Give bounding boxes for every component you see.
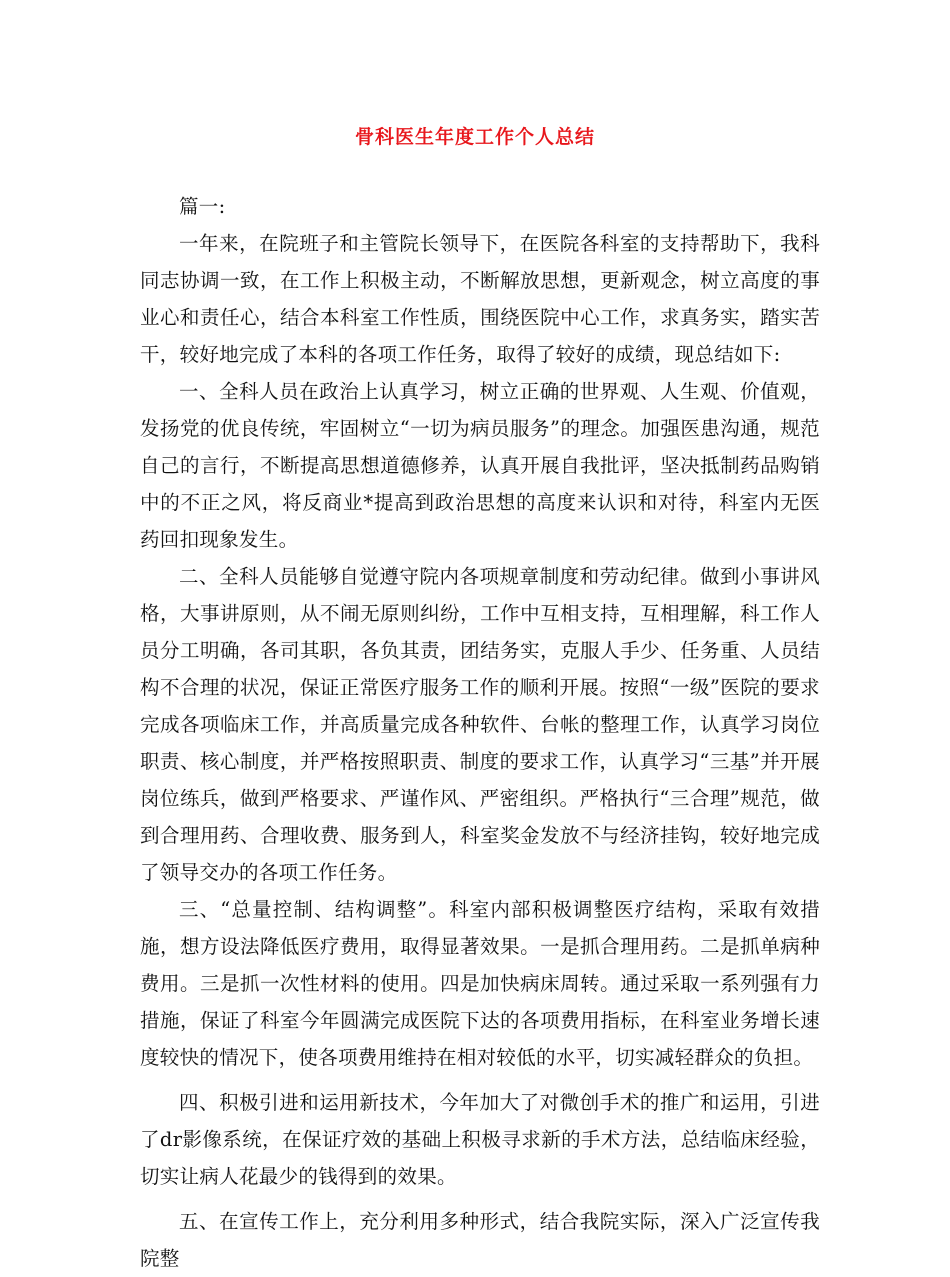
paragraph-1: 一、全科人员在政治上认真学习，树立正确的世界观、人生观、价值观，发扬党的优良传统，牢固树立“一切为病员服务”的理念。加强医患沟通，规范自己的言行，不断提高思想道德修养，认真开展自我批评，坚决抵制药品购销中的不正之风，将反商业*提高到政治思想的高度来认识和对待，科室内无医药回扣现象发生。 (140, 380, 820, 551)
section-label: 篇一: (179, 195, 226, 218)
intro-paragraph: 一年来，在院班子和主管院长领导下，在医院各科室的支持帮助下，我科同志协调一致，在工作上积极主动，不断解放思想，更新观念，树立高度的事业心和责任心，结合本科室工作性质，围绕医院中心工作，求真务实，踏实苦干，较好地完成了本科的各项工作任务，取得了较好的成绩，现总结如下: (140, 232, 820, 366)
paragraph-4: 四、积极引进和运用新技术，今年加大了对微创手术的推广和运用，引进了dr影像系统，在保证疗效的基础上积极寻求新的手术方法，总结临床经验，切实让病人花最少的钱得到的效果。 (140, 1091, 820, 1188)
paragraph-2: 二、全科人员能够自觉遵守院内各项规章制度和劳动纪律。做到小事讲风格，大事讲原则，从不闹无原则纠纷，工作中互相支持，互相理解，科工作人员分工明确，各司其职，各负其责，团结务实，克服人手少、任务重、人员结构不合理的状况，保证正常医疗服务工作的顺利开展。按照“一级”医院的要求完成各项临床工作，并高质量完成各种软件、台帐的整理工作，认真学习岗位职责、核心制度，并严格按照职责、制度的要求工作，认真学习“三基”并开展岗位练兵，做到严格要求、严谨作风、严密组织。严格执行“三合理”规范，做到合理用药、合理收费、服务到人，科室奖金发放不与经济挂钩，较好地完成了领导交办的各项工作任务。 (140, 565, 820, 884)
paragraph-3: 三、“总量控制、结构调整”。科室内部积极调整医疗结构，采取有效措施，想方设法降低医疗费用，取得显著效果。一是抓合理用药。二是抓单病种费用。三是抓一次性材料的使用。四是加快病床周转。通过采取一系列强有力措施，保证了科室今年圆满完成医院下达的各项费用指标，在科室业务增长速度较快的情况下，使各项费用维持在相对较低的水平，切实减轻群众的负担。 (140, 898, 820, 1069)
document-body (140, 188, 820, 1277)
document-title: 骨科医生年度工作个人总结 (354, 126, 595, 148)
paragraph-5: 五、在宣传工作上，充分利用多种形式，结合我院实际，深入广泛宣传我院整 (140, 1210, 820, 1270)
